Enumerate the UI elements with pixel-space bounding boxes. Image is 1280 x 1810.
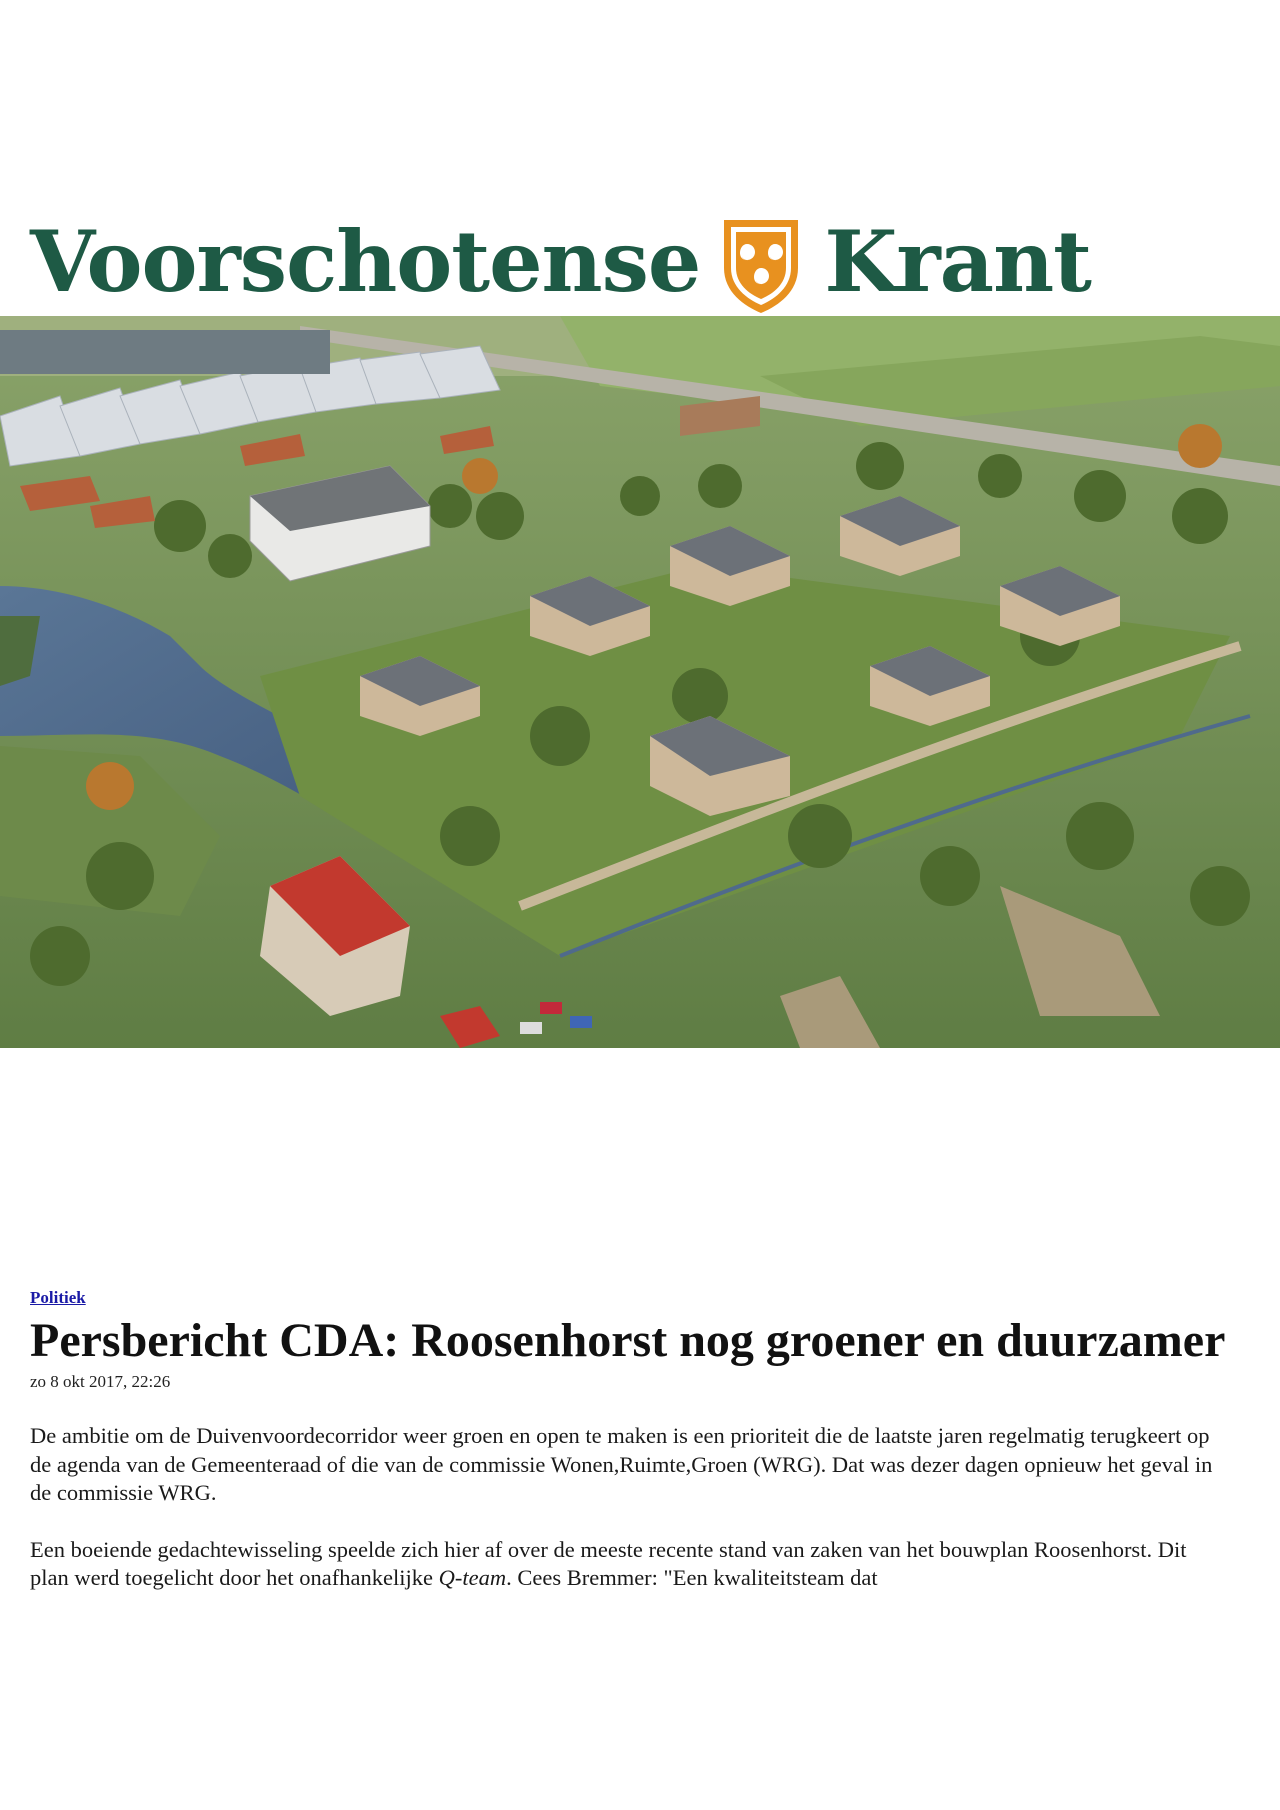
article-paragraph-2: [30, 1536, 1230, 1593]
masthead-title-left: Voorschotense: [30, 212, 701, 311]
shield-icon: [718, 216, 804, 316]
article-headline: Persbericht CDA: Roosenhorst nog groener en duurzamer: [30, 1314, 1226, 1367]
masthead-logo: [30, 212, 1091, 312]
article-dateline: zo 8 okt 2017, 22:26: [30, 1372, 171, 1391]
hero-aerial-image: [0, 316, 1280, 1048]
article: [30, 1288, 1230, 1593]
paragraph-2-text-a: Een boeiende gedachtewisseling speelde zich hier af over de meeste recente stand van zaken van het bouwplan Roosenhorst. Dit plan werd toegelicht door het onafhankelijke: [30, 1536, 1187, 1590]
category-link[interactable]: Politiek: [30, 1288, 86, 1307]
masthead-title-right: Krant: [824, 212, 1091, 311]
q-team-emphasis: Q-team: [438, 1565, 507, 1590]
paragraph-2-text-b: . Cees Bremmer: "Een kwaliteitsteam dat: [506, 1565, 878, 1590]
article-paragraph-1: De ambitie om de Duivenvoordecorridor weer groen en open te maken is een prioriteit die de laatste jaren regelmatig terugkeert op de agenda van de Gemeenteraad of die van de commissie Wonen,Ruimte,Groen (WRG). Dat was dezer dagen opnieuw het geval in de commissie WRG.: [30, 1423, 1213, 1505]
